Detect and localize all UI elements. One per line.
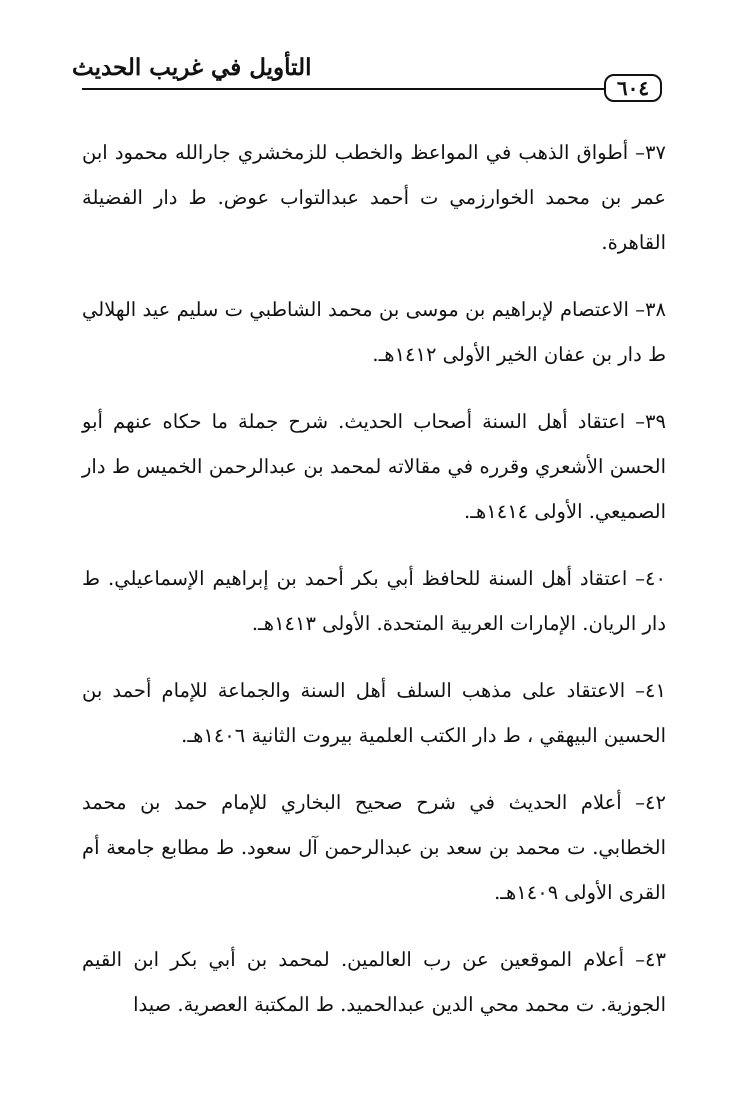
running-title: التأويل في غريب الحديث (72, 54, 312, 81)
bibliography-list (82, 130, 666, 1049)
bibliography-entry-40: ٤٠– اعتقاد أهل السنة للحافظ أبي بكر أحمد بن إبراهيم الإسماعيلي. ط دار الريان. الإمارات العربية المتحدة. الأولى ١٤١٣هـ. (82, 567, 666, 635)
bibliography-entry-41: ٤١– الاعتقاد على مذهب السلف أهل السنة والجماعة للإمام أحمد بن الحسين البيهقي ، ط دار الكتب العلمية بيروت الثانية ١٤٠٦هـ. (82, 679, 666, 747)
page-number-box (604, 74, 662, 102)
bibliography-entry-39: ٣٩– اعتقاد أهل السنة أصحاب الحديث. شرح جملة ما حكاه عنهم أبو الحسن الأشعري وقرره في مقالاته لمحمد بن عبدالرحمن الخميس ط دار الصميعي. الأولى ١٤١٤هـ. (82, 410, 666, 523)
header-rule (82, 88, 622, 90)
bibliography-entry-43: ٤٣– أعلام الموقعين عن رب العالمين. لمحمد بن أبي بكر ابن القيم الجوزية. ت محمد محي الدين عبدالحميد. ط المكتبة العصرية. صيدا (82, 948, 666, 1016)
bibliography-entry-37: ٣٧– أطواق الذهب في المواعظ والخطب للزمخشري جارالله محمود ابن عمر بن محمد الخوارزمي ت أحمد عبدالتواب عوض. ط دار الفضيلة القاهرة. (82, 141, 666, 254)
bibliography-entry-38: ٣٨– الاعتصام لإبراهيم بن موسى بن محمد الشاطبي ت سليم عيد الهلالي ط دار بن عفان الخير الأولى ١٤١٢هـ. (82, 298, 666, 366)
page-number: ٦٠٤ (616, 76, 650, 100)
bibliography-entry-42: ٤٢– أعلام الحديث في شرح صحيح البخاري للإمام حمد بن محمد الخطابي. ت محمد بن سعد بن عبدالرحمن آل سعود. ط مطابع جامعة أم القرى الأولى ١٤٠٩هـ. (82, 791, 666, 904)
